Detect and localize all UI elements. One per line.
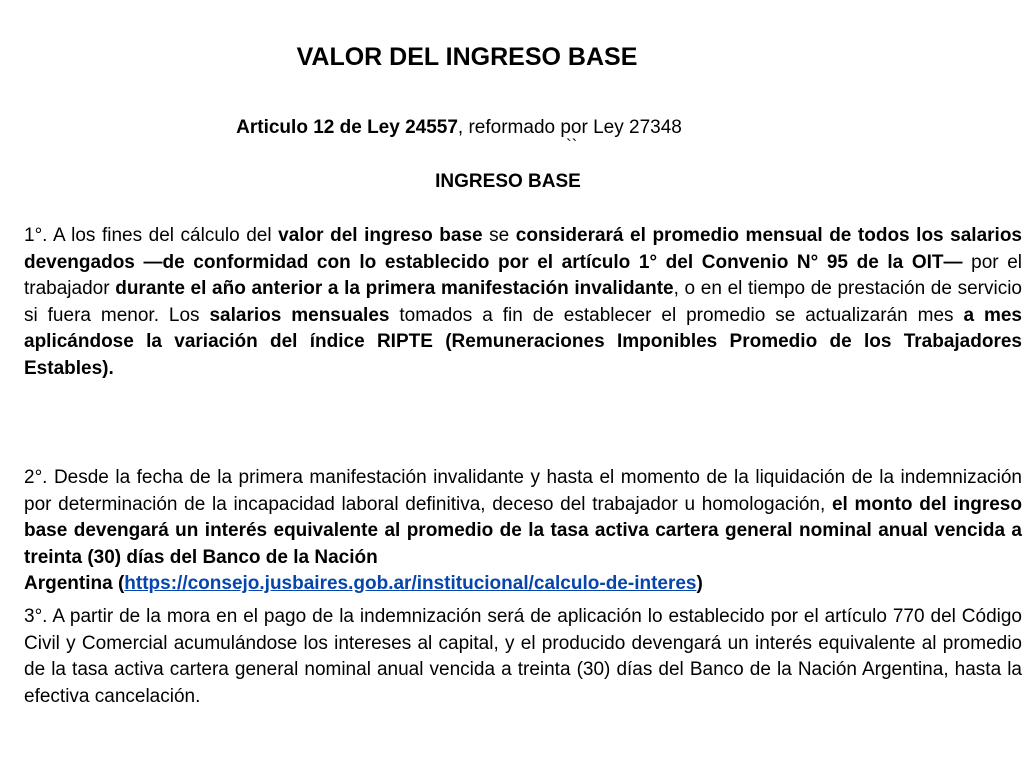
p1-bold-5: a mes aplicándose la variación del índice RIPTE (Remuneraciones Imponibles Promedio de los Trabajadores Estables). <box>24 304 1022 379</box>
p1-text-4: , o en el tiempo de prestación de servicio si fuera menor. Los <box>24 278 1022 326</box>
p1-bold-4: salarios mensuales <box>209 304 390 326</box>
p2-bold-1: el monto del ingreso base devengará un interés equivalente al promedio de la tasa activa cartera general nominal anual vencida a treinta (30) días del Banco de la Nación <box>24 493 1022 568</box>
p1-text-3: por el trabajador <box>24 251 1022 299</box>
p2-bold-2: Argentina ( <box>24 573 125 594</box>
calculo-de-interes-link[interactable]: https://consejo.jusbaires.gob.ar/institucional/calculo-de-interes <box>124 573 697 594</box>
p2-bold-3: ) <box>696 573 703 594</box>
law-reference <box>0 114 918 142</box>
paragraph-2 <box>24 465 1022 598</box>
stray-backticks: `` <box>566 136 578 155</box>
paragraph-1 <box>24 223 1022 382</box>
page-title: VALOR DEL INGRESO BASE <box>296 43 638 71</box>
p2-text-1: 2°. Desde la fecha de la primera manifestación invalidante y hasta el momento de la liquidación de la indemnización por determinación de la incapacidad laboral definitiva, deceso del trabajador u homologación, <box>24 467 1022 515</box>
paragraph-3: 3°. A partir de la mora en el pago de la indemnización será de aplicación lo establecido por el artículo 770 del Código Civil y Comercial acumulándose los intereses al capital, y el producido devengará un interés equivalente al promedio de la tasa activa cartera general nominal anual vencida a treinta (30) días del Banco de la Nación Argentina, hasta la efectiva cancelación. <box>24 606 1022 707</box>
p1-bold-2: considerará el promedio mensual de todos los salarios devengados —de conformidad con lo establecido por el artículo 1° del Convenio N° 95 de la OIT— <box>24 225 1023 273</box>
p1-text-1: 1°. A los fines del cálculo del <box>24 225 279 246</box>
section-heading: INGRESO BASE <box>435 171 581 192</box>
law-reform-text: , reformado por Ley 27348 <box>457 117 682 138</box>
law-reference-bold: Articulo 12 de Ley 24557 <box>236 117 458 138</box>
p1-bold-1: valor del ingreso base <box>278 225 483 246</box>
p1-text-5: tomados a fin de establecer el promedio se actualizarán mes <box>389 304 964 326</box>
p1-text-2: se <box>482 225 516 246</box>
p2-last-line <box>24 571 1022 598</box>
p1-bold-3: durante el año anterior a la primera manifestación invalidante <box>115 278 674 299</box>
